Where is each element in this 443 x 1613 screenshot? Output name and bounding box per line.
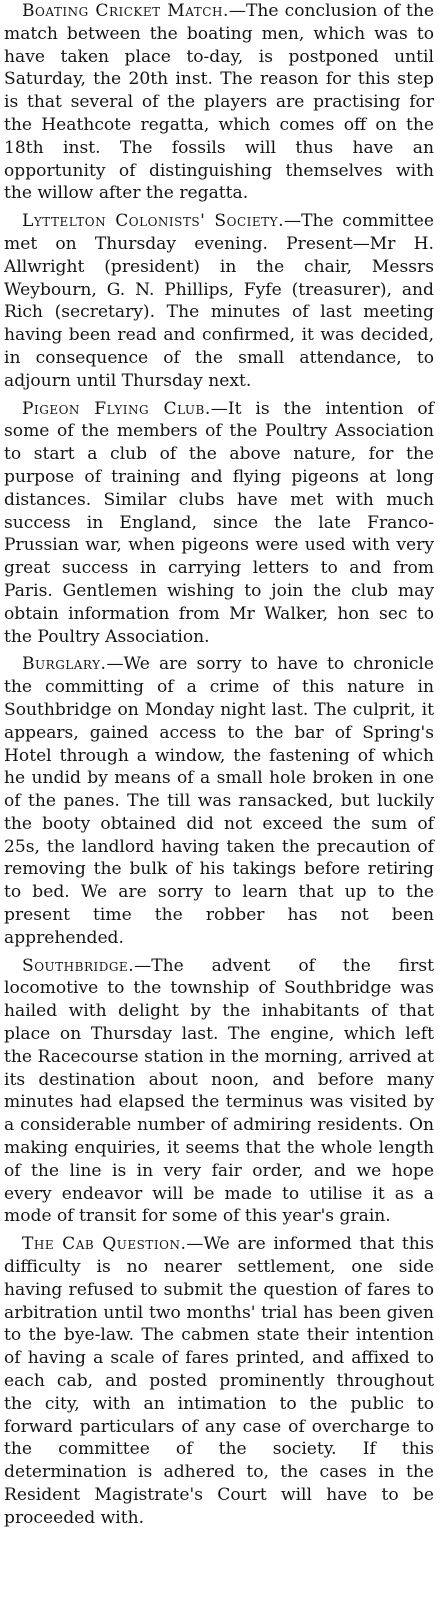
article-boating-cricket-match: Boating Cricket Match.—The conclusion of the match between the boating men, which was to have taken place to-day, is postponed until Saturday, the 20th inst. The reason for this step is that several of the players are practising for the Heathcote regatta, which comes off on the 18th inst. The fossils will thus have an opportunity of distinguishing themselves with the willow after the regatta. [4,1,435,204]
article-body: The advent of the first locomotive to the township of Southbridge was hailed with delight by the inhabitants of that place on Thursday last. The engine, which left the Racecourse station in the morning, arrived at its destination about noon, and before many minutes had elapsed the terminus was visited by a considerable number of admiring residents. On making enquiries, it seems that the whole length of the line is in very fair order, and we hope every endeavor will be made to utilise it as a mode of transit for some of this year's grain. [4,955,434,1227]
article-heading: Burglary. [22,654,107,675]
article-cab-question: The Cab Question.—We are informed that this difficulty is no nearer settlement, one side having refused to submit the question of fares to arbitration until two months' trial has been given to the bye-law. The cabmen state their intention of having a scale of fares printed, and affixed to each cab, and posted prominently throughout the city, with an intimation to the public to forward particulars of any case of overcharge to the committee of the society. If this determination is adhered to, the cases in the Resident Magistrate's Court will have to be proceeded with. [4,1234,434,1528]
article-heading: Pigeon Flying Club. [22,398,211,419]
article-heading: Lyttelton Colonists' Society. [22,211,285,232]
article-heading: Southbridge. [22,955,135,976]
article-burglary: Burglary.—We are sorry to have to chronicle the committing of a crime of this nature in Southbridge on Monday night last. The culprit, it appears, gained access to the bar of Spring's Hotel through a window, the fastening of which he undid by means of a small hole broken in one of the panes. The till was ransacked, but luckily the booty obtained did not exceed the sum of 25s, the landlord having taken the precaution of removing the bulk of his takings before retiring to bed. We are sorry to learn that up to the present time the robber has not been apprehended. [4,654,434,948]
article-heading: The Cab Question. [22,1234,187,1255]
article-pigeon-flying-club: Pigeon Flying Club.—It is the intention of some of the members of the Poultry Association to start a club of the above nature, for the purpose of training and flying pigeons at long distances. Similar clubs have met with much success in England, since the late Franco-Prussian war, when pigeons were used with very great success in carrying letters to and from Paris. Gentlemen wishing to join the club may obtain information from Mr Walker, hon sec to the Poultry Association. [4,398,434,647]
article-body: It is the intention of some of the members of the Poultry Association to start a club of the above nature, for the purpose of training and flying pigeons at long distances. Similar clubs have met with much success in England, since the late Franco-Prussian war, when pigeons were used with very great success in carrying letters to and from Paris. Gentlemen wishing to join the club may obtain information from Mr Walker, hon sec to the Poultry Association. [4,398,434,647]
article-body: The committee met on Thursday evening. Present—Mr H. Allwright (president) in the chair, Messrs Weybourn, G. N. Phillips, Fyfe (treasurer), and Rich (secretary). The minutes of last meeting having been read and confirmed, it was decided, in consequence of the small attendance, to adjourn until Thursday next. [4,211,434,391]
article-body: We are sorry to have to chronicle the committing of a crime of this nature in Southbridge on Monday night last. The culprit, it appears, gained access to the bar of Spring's Hotel through a window, the fastening of which he undid by means of a small hole broken in one of the panes. The till was ransacked, but luckily the booty obtained did not exceed the sum of 25s, the landlord having taken the precaution of removing the bulk of his takings before retiring to bed. We are sorry to learn that up to the present time the robber has not been apprehended. [4,654,434,948]
article-heading: Boating Cricket Match. [22,1,229,21]
article-lyttelton-colonists-society: Lyttelton Colonists' Society.—The committee met on Thursday evening. Present—Mr H. Allwright (president) in the chair, Messrs Weybourn, G. N. Phillips, Fyfe (treasurer), and Rich (secretary). The minutes of last meeting having been read and confirmed, it was decided, in consequence of the small attendance, to adjourn until Thursday next. [4,211,434,391]
newspaper-column [4,0,434,1530]
article-body: We are informed that this difficulty is no nearer settlement, one side having refused to submit the question of fares to arbitration until two months' trial has been given to the bye-law. The cabmen state their intention of having a scale of fares printed, and affixed to each cab, and posted prominently throughout the city, with an intimation to the public to forward particulars of any case of overcharge to the committee of the society. If this determination is adhered to, the cases in the Resident Magistrate's Court will have to be proceeded with. [4,1234,434,1528]
article-body: The conclusion of the match between the boating men, which was to have taken place to-day, is postponed until Saturday, the 20th inst. The reason for this step is that several of the players are practising for the Heathcote regatta, which comes off on the 18th inst. The fossils will thus have an opportunity of distinguishing themselves with the willow after the regatta. [4,1,435,204]
article-southbridge: Southbridge.—The advent of the first locomotive to the township of Southbridge was hailed with delight by the inhabitants of that place on Thursday last. The engine, which left the Racecourse station in the morning, arrived at its destination about noon, and before many minutes had elapsed the terminus was visited by a considerable number of admiring residents. On making enquiries, it seems that the whole length of the line is in very fair order, and we hope every endeavor will be made to utilise it as a mode of transit for some of this year's grain. [4,955,434,1227]
